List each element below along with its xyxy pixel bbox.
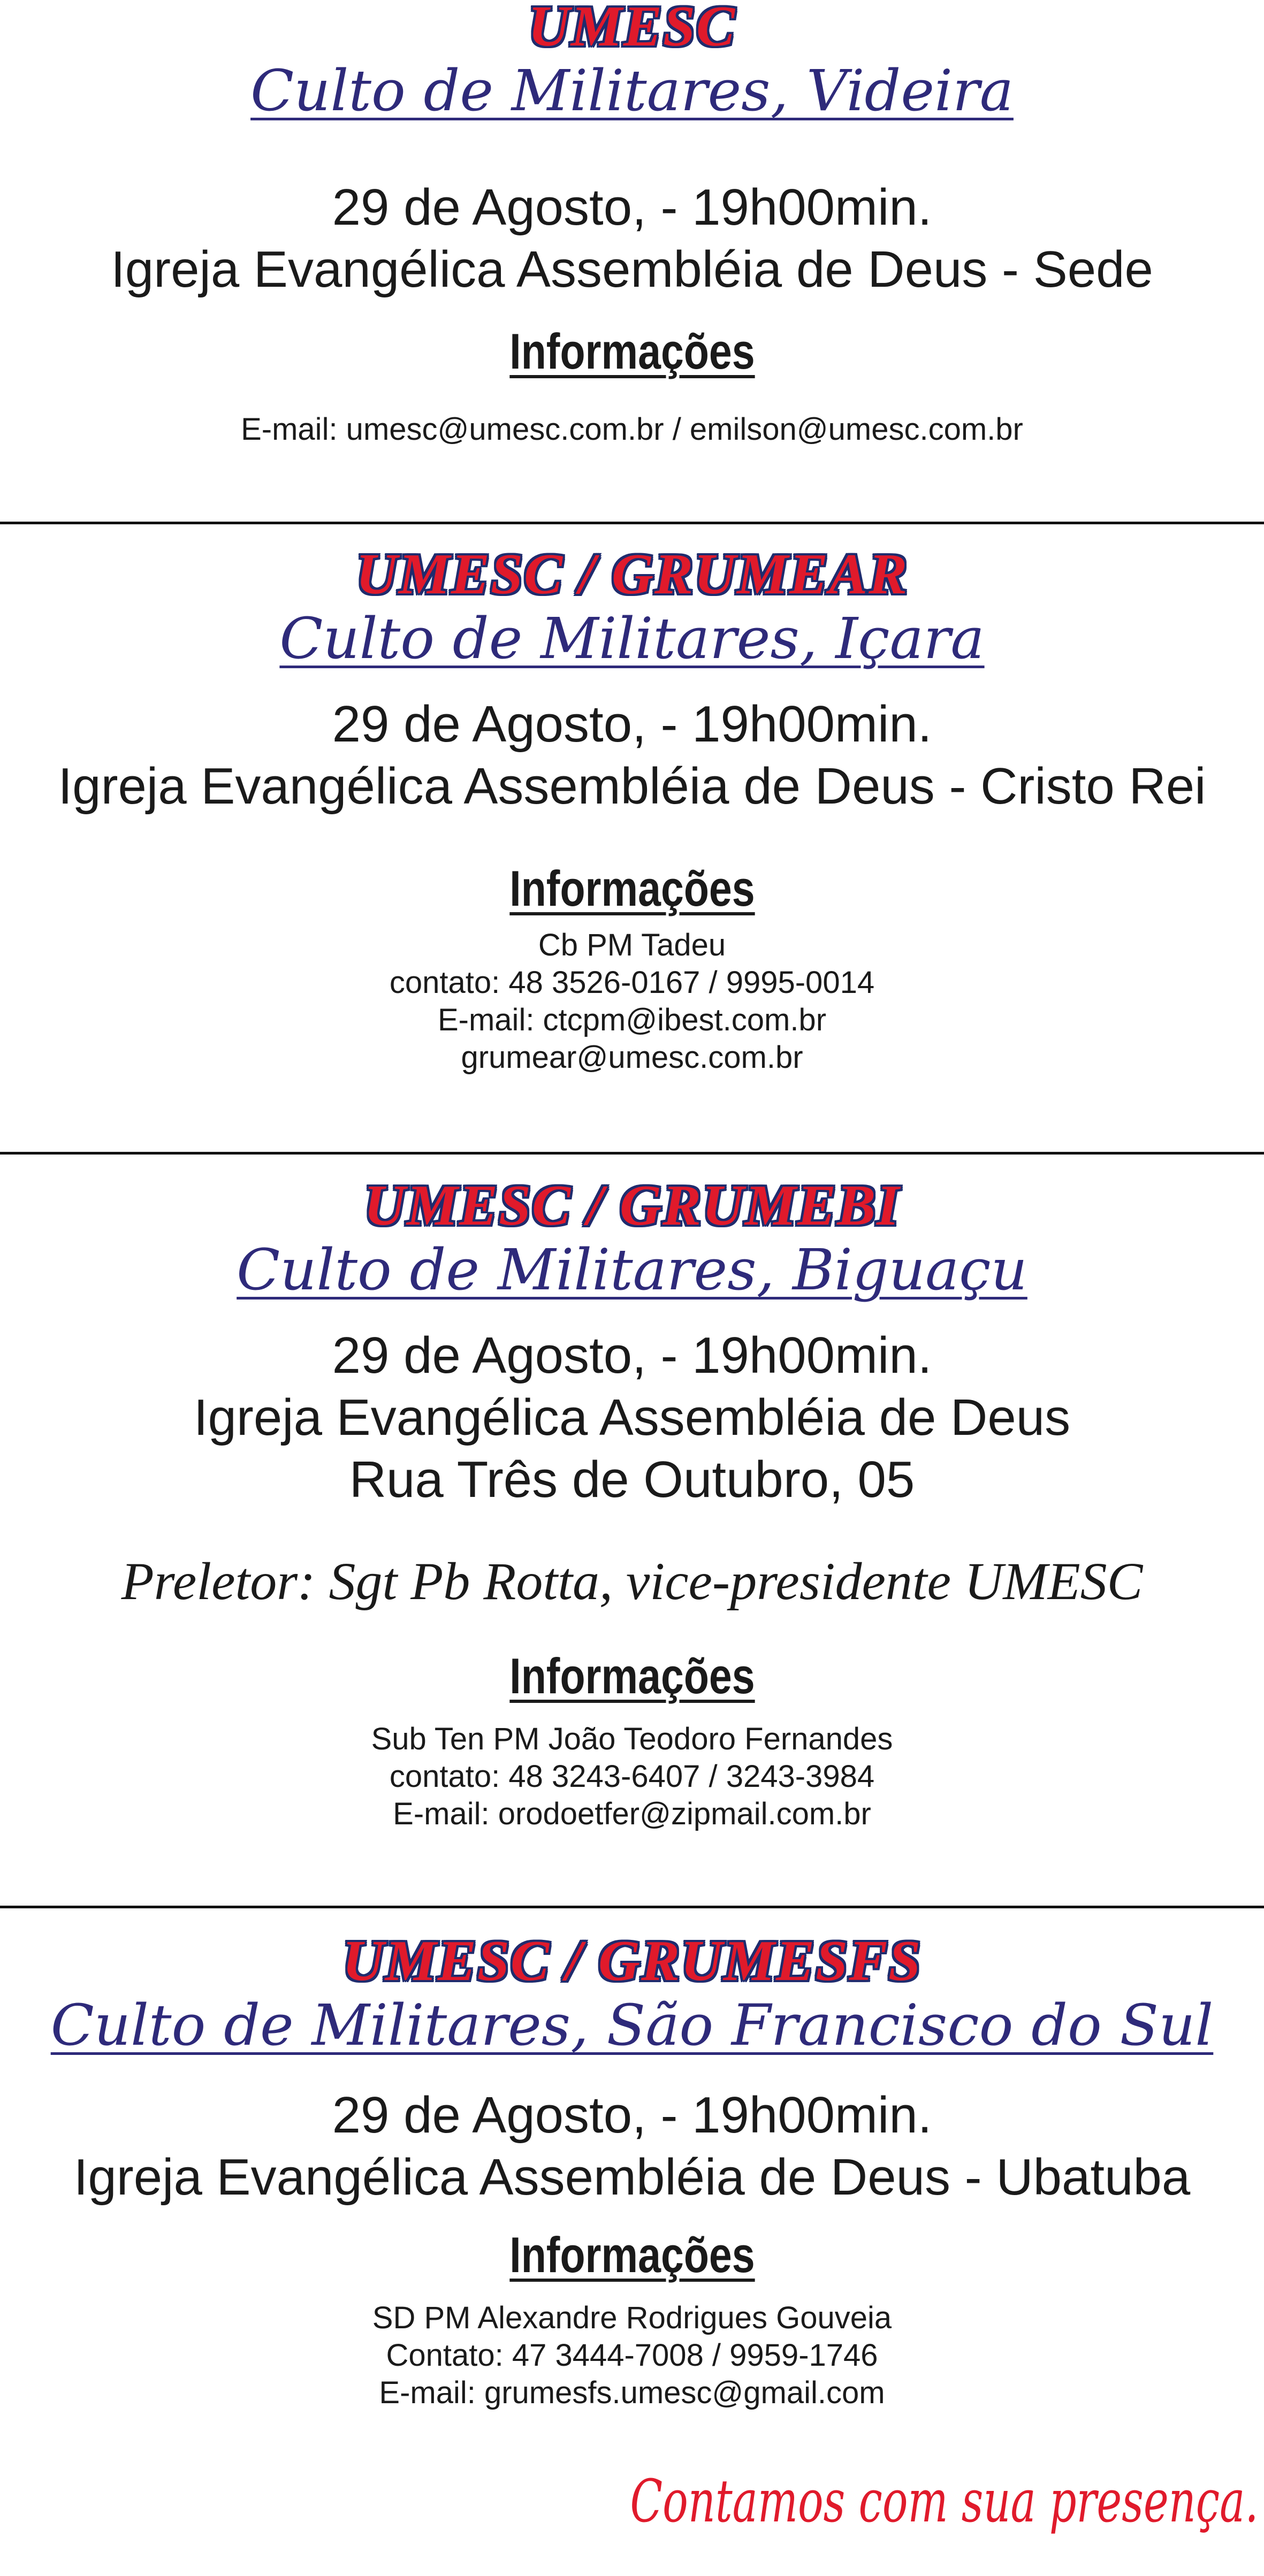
event-venue: Igreja Evangélica Assembléia de Deus bbox=[193, 1389, 1071, 1446]
event-title: Culto de Militares, Içara bbox=[279, 606, 985, 671]
event-datetime: 29 de Agosto, - 19h00min. bbox=[332, 179, 932, 236]
contact-line: E-mail: umesc@umesc.com.br / emilson@umesc.com.br bbox=[241, 412, 1023, 447]
event-section-sao-francisco bbox=[0, 1930, 1264, 2412]
event-venue: Igreja Evangélica Assembléia de Deus - Ubatuba bbox=[73, 2149, 1191, 2206]
event-datetime: 29 de Agosto, - 19h00min. bbox=[332, 2086, 932, 2144]
contact-line: grumear@umesc.com.br bbox=[461, 1040, 803, 1075]
info-heading: Informações bbox=[509, 323, 755, 379]
event-venue: Igreja Evangélica Assembléia de Deus - Cristo Rei bbox=[58, 758, 1206, 815]
event-datetime: 29 de Agosto, - 19h00min. bbox=[332, 695, 932, 753]
section-divider bbox=[0, 522, 1264, 524]
org-title: UMESC bbox=[528, 0, 736, 58]
event-section-icara bbox=[0, 544, 1264, 1076]
info-heading: Informações bbox=[509, 2227, 755, 2283]
event-preacher: Preletor: Sgt Pb Rotta, vice-presidente UMESC bbox=[121, 1551, 1143, 1611]
org-title: UMESC / GRUMESFS bbox=[342, 1929, 922, 1993]
contact-line: E-mail: orodoetfer@zipmail.com.br bbox=[393, 1797, 871, 1831]
contact-line: SD PM Alexandre Rodrigues Gouveia bbox=[372, 2300, 892, 2335]
info-heading: Informações bbox=[509, 860, 755, 916]
section-divider bbox=[0, 1152, 1264, 1155]
event-section-biguacu bbox=[0, 1175, 1264, 1833]
contact-line: contato: 48 3526-0167 / 9995-0014 bbox=[389, 965, 875, 1000]
org-title: UMESC / GRUMEAR bbox=[355, 542, 909, 606]
contact-line: Contato: 47 3444-7008 / 9959-1746 bbox=[386, 2338, 878, 2373]
contact-line: E-mail: grumesfs.umesc@gmail.com bbox=[379, 2375, 885, 2410]
event-datetime: 29 de Agosto, - 19h00min. bbox=[332, 1327, 932, 1384]
event-title: Culto de Militares, Biguaçu bbox=[237, 1237, 1027, 1303]
event-section-videira bbox=[0, 0, 1264, 448]
event-title: Culto de Militares, Videira bbox=[250, 58, 1014, 124]
contact-line: Sub Ten PM João Teodoro Fernandes bbox=[371, 1722, 893, 1756]
contact-line: E-mail: ctcpm@ibest.com.br bbox=[437, 1003, 827, 1037]
info-heading: Informações bbox=[509, 1648, 755, 1704]
event-title: Culto de Militares, São Francisco do Sul bbox=[50, 1992, 1214, 2058]
contact-line: contato: 48 3243-6407 / 3243-3984 bbox=[389, 1759, 875, 1794]
contact-line: Cb PM Tadeu bbox=[538, 928, 726, 962]
section-divider bbox=[0, 1906, 1264, 1908]
closing-message: Contamos com sua presença. bbox=[630, 2467, 1259, 2535]
event-address: Rua Três de Outubro, 05 bbox=[349, 1451, 915, 1508]
event-venue: Igreja Evangélica Assembléia de Deus - Sede bbox=[111, 241, 1153, 298]
org-title: UMESC / GRUMEBI bbox=[363, 1174, 901, 1237]
